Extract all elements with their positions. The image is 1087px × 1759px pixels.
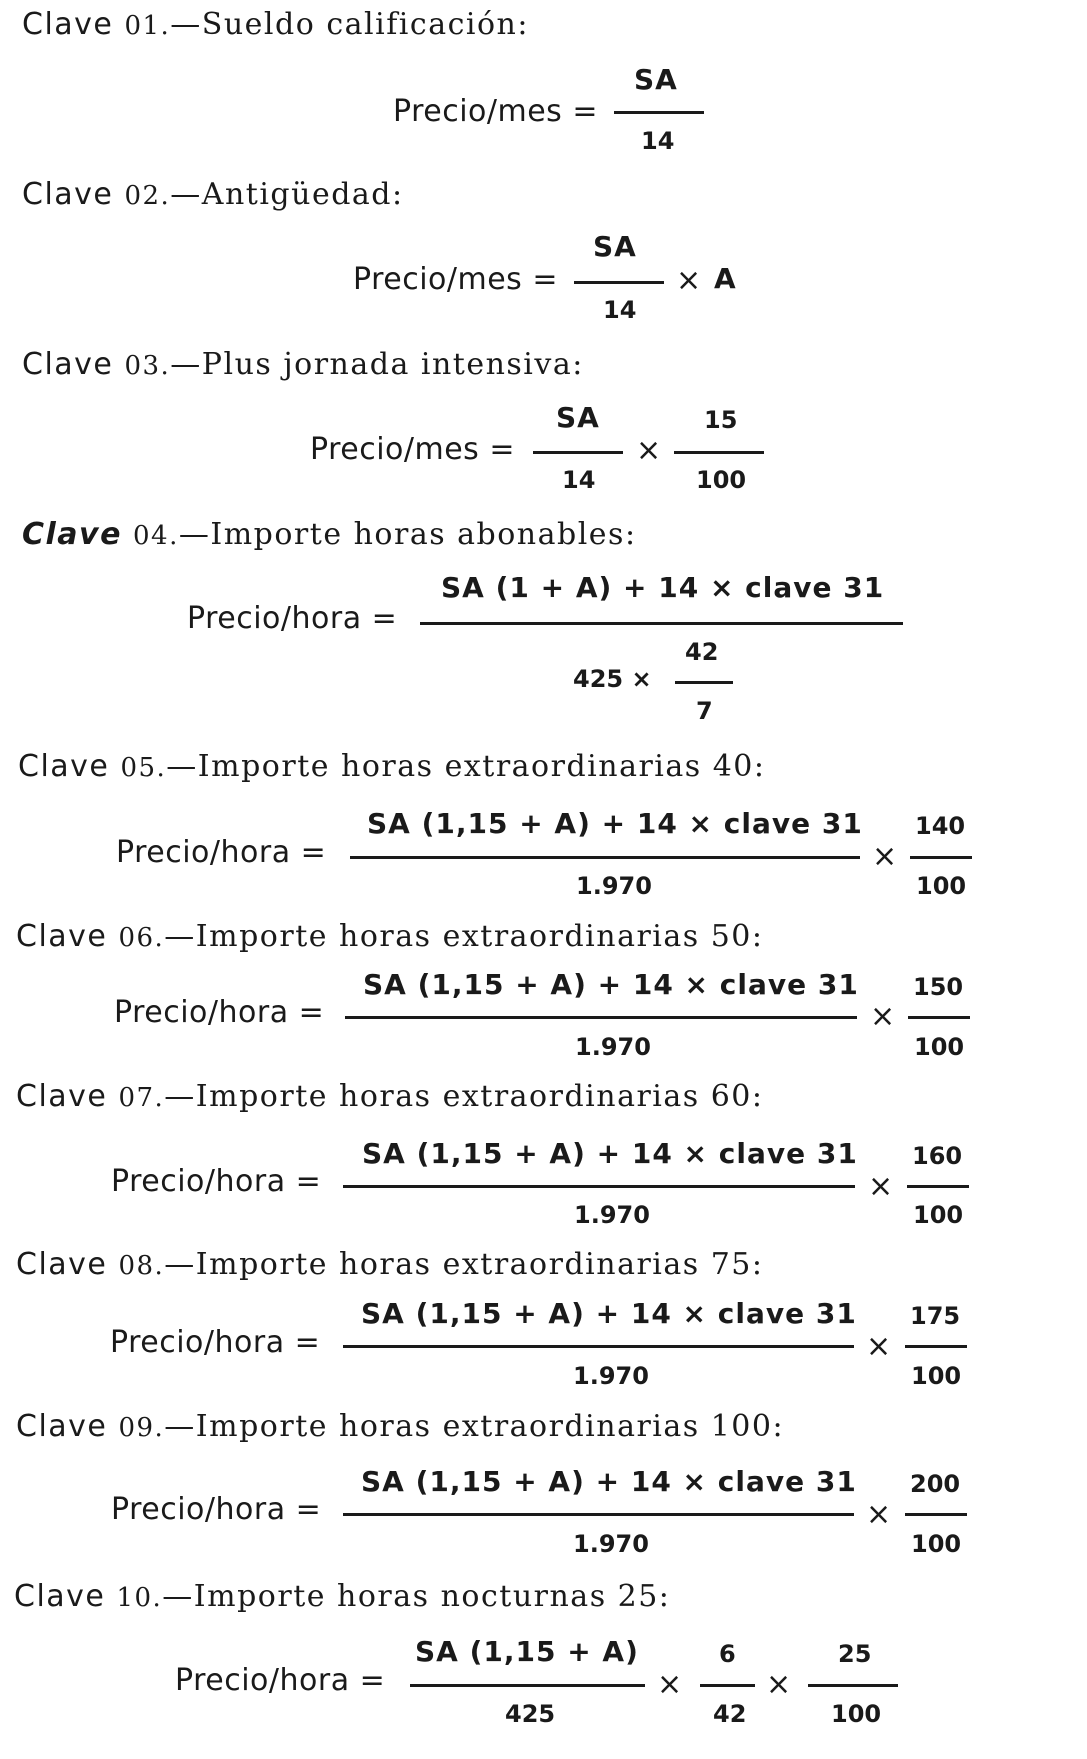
fraction-numerator: SA (1,15 + A) + 14 × clave 31: [361, 1297, 857, 1330]
fraction2-bar: [905, 1513, 967, 1516]
fraction-denominator: 1.970: [573, 1362, 649, 1390]
fraction-denominator: 14: [603, 296, 637, 324]
fraction-bar: [343, 1513, 854, 1516]
formula-lhs: Precio/hora =: [110, 1325, 321, 1360]
clave-word: Clave: [14, 1579, 106, 1614]
heading-clave-07: [16, 1079, 764, 1114]
fraction-bar: [350, 856, 860, 859]
fraction2-denominator: 100: [913, 1201, 964, 1229]
clave-code: 09.: [118, 1413, 165, 1443]
heading-clave-05: [18, 749, 766, 784]
times-operator: ×: [866, 1497, 892, 1532]
fraction2-denominator: 100: [914, 1033, 965, 1061]
fraction3-bar: [808, 1684, 898, 1687]
fraction2-numerator: 15: [704, 406, 738, 434]
fraction-numerator: SA (1,15 + A) + 14 × clave 31: [361, 1465, 857, 1498]
fraction3-denominator: 100: [831, 1700, 882, 1728]
fraction-bar: [345, 1016, 857, 1019]
fraction-bar: [420, 622, 903, 625]
heading-clave-01: [22, 7, 529, 42]
fraction-numerator: SA (1 + A) + 14 × clave 31: [441, 571, 885, 604]
formula-lhs: Precio/hora =: [175, 1663, 386, 1698]
fraction-bar: [343, 1185, 855, 1188]
clave-title: —Importe horas extraordinarias 75:: [164, 1247, 764, 1282]
heading-clave-04: [22, 517, 637, 552]
fraction-denominator: 1.970: [576, 872, 652, 900]
fraction2-numerator: 175: [910, 1302, 961, 1330]
clave-title: —Importe horas extraordinarias 60:: [164, 1079, 764, 1114]
clave-code: 08.: [118, 1251, 165, 1281]
fraction-denominator: 425: [505, 1700, 556, 1728]
fraction-bar: [410, 1684, 645, 1687]
formula-lhs: Precio/mes =: [353, 262, 558, 297]
clave-code: 07.: [118, 1083, 165, 1113]
clave-word: Clave: [16, 1409, 108, 1444]
formula-lhs: Precio/hora =: [111, 1492, 322, 1527]
heading-clave-06: [16, 919, 764, 954]
times-operator: ×: [866, 1329, 892, 1364]
clave-title: —Sueldo calificación:: [170, 7, 529, 42]
formula-lhs: Precio/hora =: [111, 1164, 322, 1199]
times-operator: ×: [872, 839, 898, 874]
clave-word: Clave: [16, 1247, 108, 1282]
clave-code: 10.: [116, 1583, 163, 1613]
factor-a: A: [714, 262, 737, 295]
clave-code: 04.: [133, 521, 179, 551]
clave-code: 06.: [118, 923, 165, 953]
fraction2-numerator: 150: [913, 973, 964, 1001]
clave-word: Clave: [16, 919, 108, 954]
fraction-numerator: SA: [556, 401, 600, 434]
times-operator: ×: [870, 999, 896, 1034]
times-operator: ×: [676, 263, 702, 298]
fraction2-numerator: 160: [912, 1142, 963, 1170]
clave-code: 05.: [120, 753, 167, 783]
clave-code: 02.: [124, 181, 171, 211]
inner-fraction-bar: [675, 681, 733, 684]
heading-clave-08: [16, 1247, 764, 1282]
formula-lhs: Precio/hora =: [116, 835, 327, 870]
fraction2-bar: [908, 1016, 970, 1019]
fraction2-bar: [905, 1345, 967, 1348]
formula-lhs: Precio/hora =: [187, 601, 398, 636]
fraction-numerator: SA: [593, 230, 637, 263]
clave-title: —Antigüedad:: [170, 177, 404, 212]
clave-word: Clave: [22, 177, 114, 212]
fraction-denominator: 1.970: [573, 1530, 649, 1558]
fraction2-numerator: 140: [915, 812, 966, 840]
times-operator: ×: [657, 1667, 683, 1702]
heading-clave-10: [14, 1579, 671, 1614]
clave-word: Clave: [22, 517, 122, 552]
times-operator: ×: [636, 433, 662, 468]
clave-title: —Importe horas abonables:: [178, 517, 637, 552]
inner-fraction-numerator: 42: [685, 638, 719, 666]
fraction-numerator: SA (1,15 + A) + 14 × clave 31: [367, 807, 863, 840]
clave-code: 03.: [124, 351, 171, 381]
fraction2-denominator: 100: [911, 1362, 962, 1390]
heading-clave-02: [22, 177, 404, 212]
fraction-denominator: 1.970: [574, 1201, 650, 1229]
fraction2-denominator: 100: [911, 1530, 962, 1558]
clave-title: —Plus jornada intensiva:: [170, 347, 584, 382]
clave-word: Clave: [22, 347, 114, 382]
fraction2-denominator: 42: [713, 1700, 747, 1728]
denominator-factor: 425 ×: [573, 665, 652, 693]
heading-clave-09: [16, 1409, 785, 1444]
fraction-numerator: SA (1,15 + A): [415, 1635, 639, 1668]
fraction-numerator: SA: [634, 63, 678, 96]
fraction-numerator: SA (1,15 + A) + 14 × clave 31: [363, 968, 859, 1001]
fraction-bar: [574, 281, 664, 284]
formula-lhs: Precio/mes =: [393, 94, 598, 129]
fraction-bar: [533, 451, 623, 454]
heading-clave-03: [22, 347, 584, 382]
fraction2-numerator: 200: [910, 1470, 961, 1498]
fraction-bar: [614, 111, 704, 114]
fraction2-bar: [700, 1684, 755, 1687]
fraction2-denominator: 100: [916, 872, 967, 900]
times-operator-2: ×: [766, 1667, 792, 1702]
clave-title: —Importe horas extraordinarias 50:: [164, 919, 764, 954]
clave-title: —Importe horas extraordinarias 100:: [164, 1409, 785, 1444]
times-operator: ×: [868, 1169, 894, 1204]
fraction-numerator: SA (1,15 + A) + 14 × clave 31: [362, 1137, 858, 1170]
inner-fraction-denominator: 7: [696, 697, 713, 725]
fraction-denominator: 14: [641, 127, 675, 155]
clave-code: 01.: [124, 11, 171, 41]
fraction2-denominator: 100: [696, 466, 747, 494]
fraction2-bar: [910, 856, 972, 859]
fraction2-bar: [674, 451, 764, 454]
formula-lhs: Precio/hora =: [114, 995, 325, 1030]
clave-word: Clave: [16, 1079, 108, 1114]
fraction-bar: [343, 1345, 854, 1348]
fraction-denominator: 14: [562, 466, 596, 494]
clave-title: —Importe horas nocturnas 25:: [162, 1579, 671, 1614]
clave-word: Clave: [18, 749, 110, 784]
fraction2-numerator: 6: [719, 1640, 736, 1668]
fraction-denominator: 1.970: [575, 1033, 651, 1061]
clave-word: Clave: [22, 7, 114, 42]
fraction3-numerator: 25: [838, 1640, 872, 1668]
clave-title: —Importe horas extraordinarias 40:: [166, 749, 766, 784]
fraction2-bar: [907, 1185, 969, 1188]
formula-lhs: Precio/mes =: [310, 432, 515, 467]
